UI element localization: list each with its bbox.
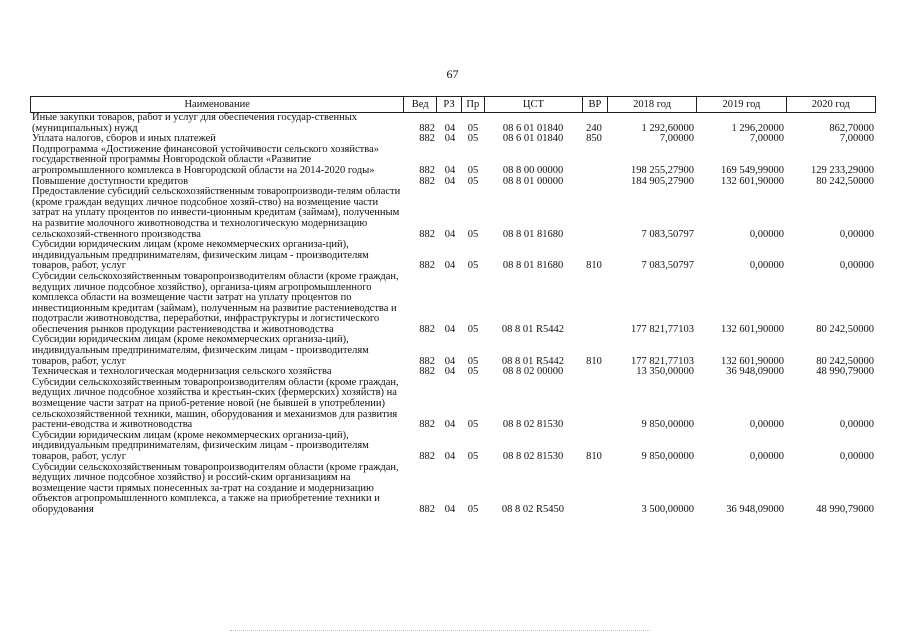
cell-cst: 08 8 02 R5450 xyxy=(501,504,565,515)
cell-cst: 08 8 01 00000 xyxy=(502,176,564,187)
cell-rz: 04 xyxy=(444,229,456,240)
cell-y2019: 0,00000 xyxy=(749,229,784,240)
cell-pr: 05 xyxy=(467,176,479,187)
cell-y2019: 7,00000 xyxy=(749,134,784,145)
cell-pr: 05 xyxy=(467,356,479,367)
cell-name: Субсидии юридическим лицам (кроме некоммерческих организа-ций), индивидуальным предпринимателям, физическим лицам - производителям товаров, работ, услуг xyxy=(32,335,369,367)
table-row xyxy=(30,145,876,177)
table-body xyxy=(30,113,876,516)
cell-y2019: 0,00000 xyxy=(749,261,784,272)
cell-ved: 882 xyxy=(419,229,435,240)
cell-y2019: 1 296,20000 xyxy=(731,123,784,134)
cell-pr: 05 xyxy=(467,452,479,462)
cell-name: Подпрограмма «Достижение финансовой устойчивости сельского хозяйства» государственной программы Новгородской области «Развитие агропромышленного комплекса в Новгородской области на 2014-2020 годы» xyxy=(32,144,379,176)
cell-y2020: 80 242,50000 xyxy=(816,324,874,335)
cell-y2018: 7 083,50797 xyxy=(641,261,694,272)
cell-y2020: 0,00000 xyxy=(839,452,874,462)
cell-ved: 882 xyxy=(419,420,435,431)
cell-pr: 05 xyxy=(467,134,479,145)
cell-cst: 08 8 01 R5442 xyxy=(501,356,565,367)
table-row xyxy=(30,272,876,336)
cell-y2019: 36 948,09000 xyxy=(726,504,784,515)
budget-table xyxy=(30,96,876,516)
table-row xyxy=(30,335,876,367)
cell-rz: 04 xyxy=(444,123,456,134)
cell-pr: 05 xyxy=(467,367,479,378)
cell-y2018: 177 821,77103 xyxy=(631,324,694,335)
cell-pr: 05 xyxy=(467,165,479,176)
cell-y2018: 13 350,00000 xyxy=(636,367,694,378)
header-cst: ЦСТ xyxy=(484,97,582,112)
table-row xyxy=(30,378,876,431)
cell-cst: 08 6 01 01840 xyxy=(502,134,564,145)
cell-ved: 882 xyxy=(419,504,435,515)
header-2019: 2019 год xyxy=(696,97,785,112)
cell-y2018: 3 500,00000 xyxy=(641,504,694,515)
header-2020: 2020 год xyxy=(786,97,875,112)
page-number: 67 xyxy=(446,67,459,81)
footer-divider xyxy=(230,630,650,633)
cell-vr: 240 xyxy=(586,123,602,134)
cell-y2019: 132 601,90000 xyxy=(721,356,784,367)
header-name: Наименование xyxy=(184,99,250,110)
cell-y2020: 0,00000 xyxy=(839,229,874,240)
cell-ved: 882 xyxy=(419,367,435,378)
cell-y2020: 129 233,29000 xyxy=(811,165,874,176)
cell-y2020: 7,00000 xyxy=(839,134,874,145)
cell-ved: 882 xyxy=(419,165,435,176)
cell-y2019: 132 601,90000 xyxy=(721,324,784,335)
cell-cst: 08 8 01 81680 xyxy=(502,229,564,240)
cell-ved: 882 xyxy=(419,134,435,145)
cell-pr: 05 xyxy=(467,261,479,272)
cell-pr: 05 xyxy=(467,123,479,134)
cell-y2018: 9 850,00000 xyxy=(641,420,694,431)
cell-rz: 04 xyxy=(444,356,456,367)
header-rz: РЗ xyxy=(436,97,461,112)
cell-y2020: 862,70000 xyxy=(829,123,874,134)
cell-y2018: 7,00000 xyxy=(659,134,694,145)
cell-y2019: 0,00000 xyxy=(749,452,784,462)
cell-y2018: 184 905,27900 xyxy=(631,176,694,187)
cell-name: Повышение доступности кредитов xyxy=(32,176,189,187)
cell-vr: 810 xyxy=(586,261,602,272)
cell-rz: 04 xyxy=(444,367,456,378)
cell-name: Техническая и технологическая модернизация сельского хозяйства xyxy=(32,367,332,378)
header-pr: Пр xyxy=(461,97,484,112)
table-row xyxy=(30,367,876,378)
cell-ved: 882 xyxy=(419,261,435,272)
cell-vr: 810 xyxy=(586,452,602,462)
table-row xyxy=(30,187,876,240)
cell-pr: 05 xyxy=(467,229,479,240)
cell-y2019: 132 601,90000 xyxy=(721,176,784,187)
cell-ved: 882 xyxy=(419,324,435,335)
cell-name: Субсидии юридическим лицам (кроме некоммерческих организа-ций), индивидуальным предпринимателям, физическим лицам - производителям товаров, работ, услуг xyxy=(32,430,369,462)
cell-name: Субсидии сельскохозяйственным товаропроизводителям области (кроме граждан, ведущих личное подсобное хозяйство), организа-циям агропромышленного комплекса области на возмещение части затрат на уплату процентов по инвестиционным кредитам (займам), полученным на развитие растениеводства и подотрасли животноводства, переработки, инфраструктуры и логистического обеспечения рынков продукции растениеводства и животноводства xyxy=(32,271,399,335)
cell-cst: 08 8 02 00000 xyxy=(502,367,564,378)
cell-cst: 08 6 01 01840 xyxy=(502,123,564,134)
cell-y2019: 36 948,09000 xyxy=(726,367,784,378)
cell-rz: 04 xyxy=(444,165,456,176)
cell-pr: 05 xyxy=(467,504,479,515)
table-header xyxy=(30,96,876,113)
header-vr: ВР xyxy=(582,97,607,112)
cell-ved: 882 xyxy=(419,356,435,367)
cell-cst: 08 8 00 00000 xyxy=(502,165,564,176)
cell-vr: 810 xyxy=(586,356,602,367)
table-row xyxy=(30,463,876,516)
cell-y2018: 198 255,27900 xyxy=(631,165,694,176)
cell-rz: 04 xyxy=(444,452,456,462)
cell-cst: 08 8 02 81530 xyxy=(502,452,564,462)
cell-name: Иные закупки товаров, работ и услуг для обеспечения государ-ственных (муниципальных) нужд xyxy=(32,113,358,134)
cell-cst: 08 8 01 81680 xyxy=(502,261,564,272)
cell-y2020: 48 990,79000 xyxy=(816,367,874,378)
table-row xyxy=(30,240,876,272)
cell-ved: 882 xyxy=(419,123,435,134)
cell-vr: 850 xyxy=(586,134,602,145)
cell-y2020: 0,00000 xyxy=(839,261,874,272)
cell-ved: 882 xyxy=(419,176,435,187)
cell-rz: 04 xyxy=(444,324,456,335)
cell-rz: 04 xyxy=(444,420,456,431)
table-row xyxy=(30,113,876,134)
cell-pr: 05 xyxy=(467,324,479,335)
cell-y2018: 177 821,77103 xyxy=(631,356,694,367)
cell-name: Субсидии юридическим лицам (кроме некоммерческих организа-ций), индивидуальным предпринимателям, физическим лицам - производителям товаров, работ, услуг xyxy=(32,240,369,272)
cell-cst: 08 8 01 R5442 xyxy=(501,324,565,335)
cell-name: Предоставление субсидий сельскохозяйственным товаропроизводи-телям области (кроме граждан ведущих личное подсобное хозяй-ство) на возмещение части затрат на уплату процентов по инвести-ционным кредитам (займам), полученным на развитие молочного животноводства и технологическую модернизацию сельскохозяй-ственного производства xyxy=(32,187,401,240)
cell-name: Субсидии сельскохозяйственным товаропроизводителям области (кроме граждан, ведущих личное подсобное хозяйство) и россий-ским организациям на возмещение части прямых понесенных за-трат на создание и модернизацию объектов агропромышленного комплекса, а также на приобретение техники и оборудования xyxy=(32,462,399,515)
cell-rz: 04 xyxy=(444,176,456,187)
cell-rz: 04 xyxy=(444,134,456,145)
cell-y2019: 0,00000 xyxy=(749,420,784,431)
header-ved: Вед xyxy=(403,97,436,112)
cell-ved: 882 xyxy=(419,452,435,462)
cell-rz: 04 xyxy=(444,261,456,272)
table-row xyxy=(30,431,876,463)
cell-pr: 05 xyxy=(467,420,479,431)
cell-y2018: 1 292,60000 xyxy=(641,123,694,134)
cell-name: Уплата налогов, сборов и иных платежей xyxy=(32,134,216,145)
cell-y2020: 80 242,50000 xyxy=(816,176,874,187)
cell-cst: 08 8 02 81530 xyxy=(502,420,564,431)
cell-y2018: 7 083,50797 xyxy=(641,229,694,240)
cell-y2020: 80 242,50000 xyxy=(816,356,874,367)
cell-name: Субсидии сельскохозяйственным товаропроизводителям области (кроме граждан, ведущих личное подсобное хозяйства и крестьян-ских (фермерских) хозяйств) на возмещение части затрат на приоб-ретение новой (не бывшей в употреблении) сельскохозяйственной техники, машин, оборудования и механизмов для развития растени-еводства и животноводства xyxy=(32,377,399,431)
table-row xyxy=(30,134,876,145)
cell-y2019: 169 549,99000 xyxy=(721,165,784,176)
header-2018: 2018 год xyxy=(607,97,696,112)
cell-y2020: 0,00000 xyxy=(839,420,874,431)
cell-y2020: 48 990,79000 xyxy=(816,504,874,515)
cell-rz: 04 xyxy=(444,504,456,515)
table-row xyxy=(30,177,876,188)
cell-y2018: 9 850,00000 xyxy=(641,452,694,462)
